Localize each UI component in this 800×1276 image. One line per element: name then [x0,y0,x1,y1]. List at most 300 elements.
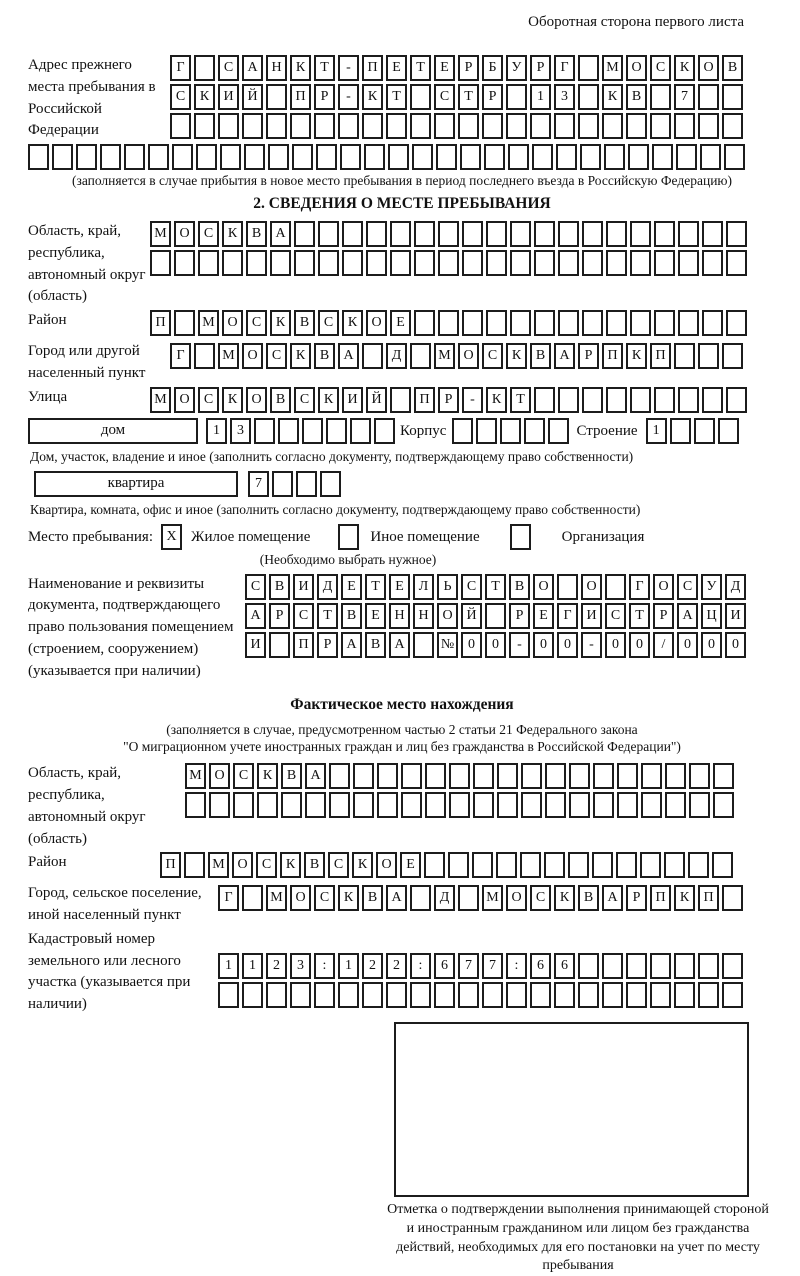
char-cell [242,982,263,1008]
char-cell [28,144,49,170]
char-cell [386,113,407,139]
char-cell: К [257,763,278,789]
char-cell: Г [218,885,239,911]
street-label: Улица [28,388,68,405]
char-cell [318,250,339,276]
char-cell: Г [170,343,191,369]
char-cell: И [342,387,363,413]
char-cell: Т [485,574,506,600]
char-cell [194,55,215,81]
char-row [160,852,736,878]
char-cell: А [245,603,266,629]
char-cell [650,953,671,979]
city-label: Город или другой населенный пункт [28,343,146,381]
char-cell [592,852,613,878]
char-cell: 0 [725,632,746,658]
char-cell: Е [341,574,362,600]
char-cell: П [650,343,671,369]
char-cell [269,632,290,658]
char-cell [605,574,626,600]
char-cell: О [626,55,647,81]
char-cell [410,885,431,911]
char-cell: К [338,885,359,911]
char-cell [150,250,171,276]
stay-type-row [28,524,776,550]
char-cell [338,113,359,139]
char-cell: П [698,885,719,911]
char-cell [650,982,671,1008]
char-cell [558,310,579,336]
char-cell [266,982,287,1008]
char-cell [462,221,483,247]
char-cell [650,84,671,110]
char-cell: Н [266,55,287,81]
prev-address-rows [170,55,746,142]
char-cell: : [314,953,335,979]
char-cell: О [581,574,602,600]
char-cell: Р [578,343,599,369]
char-cell [582,221,603,247]
char-cell: О [174,221,195,247]
char-cell: Е [434,55,455,81]
char-cell: В [626,84,647,110]
char-cell: Е [533,603,554,629]
char-cell: О [376,852,397,878]
char-cell: 1 [206,418,227,444]
char-cell [654,310,675,336]
char-cell: С [605,603,626,629]
char-cell [578,953,599,979]
char-cell [257,792,278,818]
char-cell: М [208,852,229,878]
char-cell [314,113,335,139]
char-cell [302,418,323,444]
char-cell [630,310,651,336]
char-cell [244,144,265,170]
char-cell: Й [242,84,263,110]
char-cell: М [185,763,206,789]
char-cell: 0 [461,632,482,658]
char-row [185,763,737,789]
char-row [646,418,742,444]
char-cell: К [506,343,527,369]
char-cell: С [530,885,551,911]
char-cell [582,250,603,276]
char-cell [726,221,747,247]
char-cell: К [194,84,215,110]
char-cell [578,55,599,81]
actual-district-block [28,852,776,881]
char-cell [242,885,263,911]
checkbox-other-premises [338,524,359,550]
char-row [150,250,750,276]
char-cell: Т [365,574,386,600]
char-cell [436,144,457,170]
char-cell: П [160,852,181,878]
char-cell [700,144,721,170]
char-cell [196,144,217,170]
char-cell [414,250,435,276]
char-cell [485,603,506,629]
char-cell: К [674,885,695,911]
actual-location-title: Фактическое место нахождения [290,696,514,714]
char-cell [342,250,363,276]
char-cell [713,792,734,818]
char-cell [582,387,603,413]
char-cell: 2 [386,953,407,979]
char-cell [314,982,335,1008]
char-cell [52,144,73,170]
char-cell [170,113,191,139]
char-cell: Е [389,574,410,600]
char-row [170,55,746,81]
char-cell [510,310,531,336]
char-cell: - [462,387,483,413]
char-cell [534,250,555,276]
char-cell: Г [554,55,575,81]
char-cell: М [198,310,219,336]
char-cell: 7 [674,84,695,110]
char-cell [482,982,503,1008]
char-cell: В [362,885,383,911]
char-cell [524,418,545,444]
cadastral-label: Кадастровый номер земельного или лесного участка (указывается при наличии) [28,930,191,1012]
actual-location-caption2: "О миграционном учете иностранных граждан и лиц без гражданства в Российской Федерации") [123,739,681,755]
char-cell: Д [434,885,455,911]
char-cell: П [414,387,435,413]
apartment-box: квартира [34,471,238,497]
char-cell [698,953,719,979]
char-cell [350,418,371,444]
char-cell [521,792,542,818]
char-cell: И [293,574,314,600]
char-cell [545,763,566,789]
char-cell [641,792,662,818]
char-cell: К [318,387,339,413]
actual-region-block [28,763,776,850]
char-cell: К [290,55,311,81]
char-cell [476,418,497,444]
char-cell: К [290,343,311,369]
char-cell [209,792,230,818]
char-row [150,310,750,336]
char-cell [390,221,411,247]
char-row [218,953,746,979]
char-cell [486,310,507,336]
section2-title: 2. СВЕДЕНИЯ О МЕСТЕ ПРЕБЫВАНИЯ [253,195,551,212]
char-row [170,84,746,110]
char-cell: М [150,221,171,247]
char-cell [222,250,243,276]
char-cell [172,144,193,170]
char-cell [184,852,205,878]
char-cell: О [242,343,263,369]
char-cell [296,471,317,497]
stay-type-caption: (Необходимо выбрать нужное) [259,551,437,567]
char-cell: 0 [533,632,554,658]
char-cell: В [578,885,599,911]
char-cell [641,763,662,789]
char-cell [630,387,651,413]
char-cell: В [294,310,315,336]
char-cell: - [509,632,530,658]
char-cell: С [650,55,671,81]
char-cell [449,792,470,818]
char-cell: С [482,343,503,369]
char-cell [148,144,169,170]
char-cell: - [581,632,602,658]
char-cell: А [338,343,359,369]
char-cell: А [341,632,362,658]
char-cell: С [434,84,455,110]
stroenie-label: Строение [576,422,638,439]
char-cell [602,113,623,139]
char-cell: В [365,632,386,658]
char-cell: К [362,84,383,110]
char-cell: К [486,387,507,413]
char-cell: В [269,574,290,600]
char-cell [510,250,531,276]
char-cell: В [314,343,335,369]
char-cell [548,418,569,444]
char-cell [414,221,435,247]
char-cell: М [482,885,503,911]
char-cell: Д [317,574,338,600]
char-cell [694,418,715,444]
char-cell [484,144,505,170]
char-cell: Р [653,603,674,629]
char-cell [194,113,215,139]
char-cell [557,574,578,600]
char-cell: С [314,885,335,911]
char-cell [425,792,446,818]
char-cell [374,418,395,444]
char-cell [268,144,289,170]
char-cell [496,852,517,878]
option-other-premises-label: Иное помещение [370,528,480,545]
char-cell [506,84,527,110]
region-block [28,221,776,308]
char-cell [726,310,747,336]
char-cell [726,387,747,413]
char-cell [712,852,733,878]
char-cell: П [362,55,383,81]
char-cell: С [198,221,219,247]
char-cell: 2 [362,953,383,979]
char-cell: К [280,852,301,878]
char-cell [520,852,541,878]
char-cell [606,310,627,336]
char-cell: В [246,221,267,247]
char-cell [338,982,359,1008]
char-cell [401,792,422,818]
char-cell: А [270,221,291,247]
char-cell [233,792,254,818]
char-cell: Г [170,55,191,81]
char-row [150,221,750,247]
char-cell [582,310,603,336]
stamp-box [394,1022,749,1197]
char-cell [593,792,614,818]
char-cell [506,113,527,139]
char-cell [698,84,719,110]
char-cell: А [389,632,410,658]
char-row [170,113,746,139]
stamp-caption: Отметка о подтверждении выполнения принимающей стороной и иностранным гражданином или лицом без гражданства действий, необходимых для его постановки на учет по месту пребывания [387,1201,769,1274]
char-cell: 6 [554,953,575,979]
char-cell [390,250,411,276]
char-cell [410,84,431,110]
document-label: Наименование и реквизиты документа, подтверждающего право пользования помещением (строением, сооружением) (указывается при наличии) [28,575,234,679]
char-cell [724,144,745,170]
char-cell [290,982,311,1008]
char-cell [410,343,431,369]
char-cell [640,852,661,878]
apartment-caption: Квартира, комната, офис и иное (заполнить согласно документу, подтверждающему право собственности) [30,501,641,517]
char-cell [626,953,647,979]
char-row [245,632,749,658]
house-row [28,418,776,447]
prev-address-caption: (заполняется в случае прибытия в новое место пребывания в период последнего въезда в Российскую Федерацию) [71,173,733,188]
char-cell: 1 [646,418,667,444]
char-cell [272,471,293,497]
char-cell: Т [410,55,431,81]
char-cell: 2 [266,953,287,979]
char-cell: Й [366,387,387,413]
char-cell [713,763,734,789]
char-cell [438,310,459,336]
district-block [28,310,776,339]
char-cell: В [304,852,325,878]
char-cell [722,953,743,979]
char-cell: И [725,603,746,629]
char-cell [329,763,350,789]
stay-type-label: Место пребывания: [28,528,153,545]
char-cell: 6 [434,953,455,979]
char-cell [278,418,299,444]
char-cell [545,792,566,818]
char-cell [434,113,455,139]
char-cell: 6 [530,953,551,979]
actual-location-caption1: (заполняется в случае, предусмотренном частью 2 статьи 21 Федерального закона [166,722,638,738]
char-cell: М [434,343,455,369]
char-cell: А [386,885,407,911]
char-cell: С [218,55,239,81]
char-cell: С [256,852,277,878]
char-cell [626,982,647,1008]
char-cell: В [281,763,302,789]
house-caption: Дом, участок, владение и иное (заполнить согласно документу, подтверждающему право собственности) [30,448,634,464]
char-row [245,574,749,600]
char-cell [462,250,483,276]
char-cell [678,250,699,276]
char-cell [425,763,446,789]
char-cell [665,763,686,789]
char-cell [702,250,723,276]
char-cell: 7 [248,471,269,497]
char-cell: О [458,343,479,369]
char-cell: Г [629,574,650,600]
char-cell: П [150,310,171,336]
char-cell: - [338,55,359,81]
char-row [452,418,572,444]
document-block [28,574,776,683]
checkbox-residential: X [161,524,182,550]
char-cell: О [533,574,554,600]
char-cell [329,792,350,818]
char-cell [462,310,483,336]
char-cell [246,250,267,276]
char-cell [578,84,599,110]
char-cell [366,221,387,247]
char-cell: Р [458,55,479,81]
char-cell [674,953,695,979]
char-cell: О [232,852,253,878]
char-cell [294,221,315,247]
char-cell [722,885,743,911]
char-row [218,982,746,1008]
char-row-full-width [28,144,776,170]
char-cell [534,221,555,247]
char-cell: 0 [629,632,650,658]
char-cell: Д [725,574,746,600]
char-cell [320,471,341,497]
char-cell [486,221,507,247]
char-cell: У [701,574,722,600]
char-cell: Р [314,84,335,110]
option-residential-label: Жилое помещение [191,528,311,545]
char-cell [722,982,743,1008]
char-cell [497,792,518,818]
char-cell: 0 [605,632,626,658]
char-cell: О [222,310,243,336]
district-label: Район [28,312,67,328]
char-cell: Р [482,84,503,110]
char-cell: Б [482,55,503,81]
char-cell [508,144,529,170]
char-cell [482,113,503,139]
char-cell [438,250,459,276]
char-cell: А [305,763,326,789]
char-cell [722,113,743,139]
char-cell: 0 [677,632,698,658]
char-cell: Ц [701,603,722,629]
char-cell [674,343,695,369]
char-cell [558,387,579,413]
actual-city-label: Город, сельское поселение, иной населенный пункт [28,885,202,923]
char-cell: 0 [557,632,578,658]
char-cell [606,221,627,247]
char-cell [318,221,339,247]
char-cell [76,144,97,170]
char-cell [386,982,407,1008]
char-cell [674,982,695,1008]
char-cell [530,982,551,1008]
char-cell: К [270,310,291,336]
char-cell [174,250,195,276]
char-cell [664,852,685,878]
char-cell: Е [365,603,386,629]
city-block [28,341,776,385]
char-cell [198,250,219,276]
char-cell: С [198,387,219,413]
char-cell: С [170,84,191,110]
char-cell [630,250,651,276]
char-cell: 3 [554,84,575,110]
char-cell: О [437,603,458,629]
char-cell: С [293,603,314,629]
char-cell [654,221,675,247]
